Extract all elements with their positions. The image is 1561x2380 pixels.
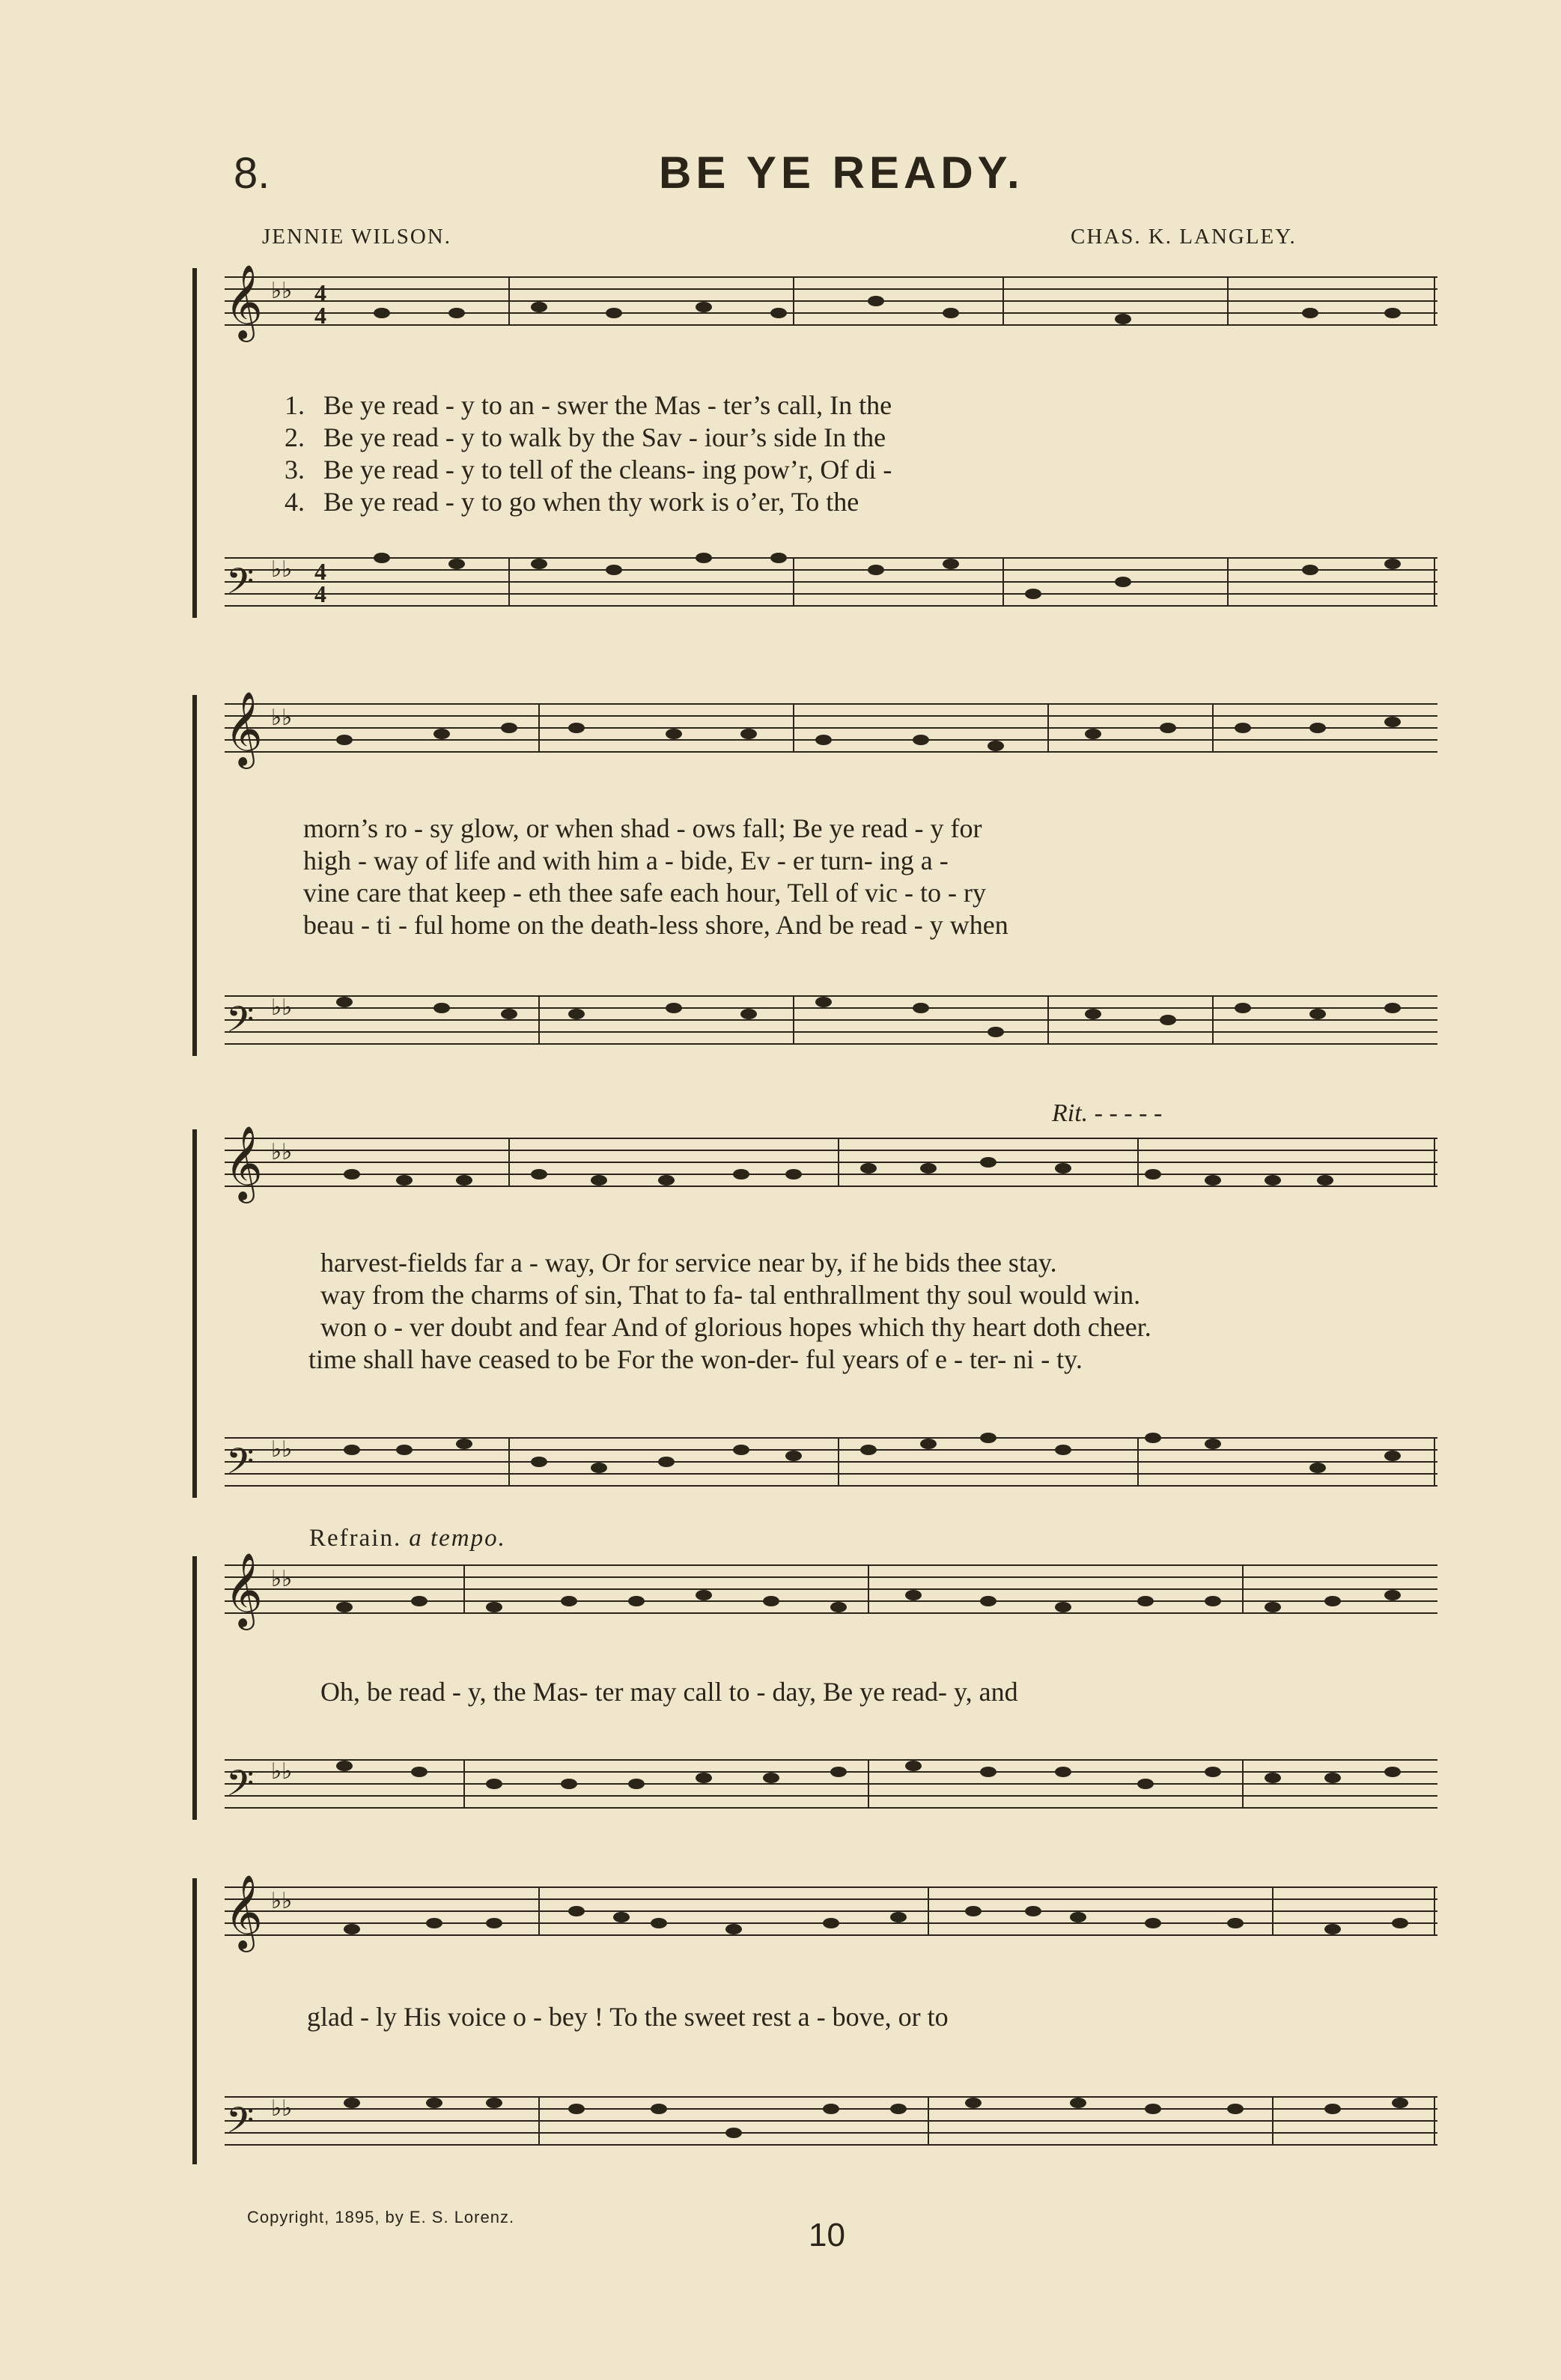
svg-text:𝄞: 𝄞 [225,691,263,766]
refrain-label [309,1525,506,1552]
lyric-text: won o - ver doubt and fear And of glorious hopes which thy heart doth cheer. [320,1312,1151,1342]
svg-text:𝄢: 𝄢 [226,560,255,611]
svg-text:𝄞: 𝄞 [225,1874,263,1949]
verse-line [320,1247,1458,1278]
verse-line [320,1676,1458,1707]
lyric-text: Be ye read - y to go when thy work is o’er, To the [323,487,859,517]
svg-text:♭♭: ♭♭ [271,705,293,730]
hymn-title: BE YE READY. [659,148,1024,198]
svg-text:♭♭: ♭♭ [271,557,293,582]
lyric-text: Oh, be read - y, the Mas- ter may call to - day, Be ye read- y, and [320,1677,1018,1707]
svg-text:♭♭: ♭♭ [271,1889,293,1913]
svg-text:♭♭: ♭♭ [271,2096,293,2121]
verse-number: 3. [284,455,305,485]
refrain-heading: Refrain. [309,1525,402,1552]
tempo-marking: a tempo. [409,1525,506,1552]
svg-text:4: 4 [314,580,326,607]
svg-text:4: 4 [314,279,326,306]
lyric-text: time shall have ceased to be For the won-der- ful years of e - ter- ni - ty. [308,1344,1083,1374]
system-2-staves [0,689,1561,1063]
copyright-notice: Copyright, 1895, by E. S. Lorenz. [247,2208,515,2226]
svg-text:𝄢: 𝄢 [226,1440,255,1491]
lyric-text: glad - ly His voice o - bey ! To the sweet rest a - bove, or to [307,2002,949,2032]
lyricist-credit: JENNIE WILSON. [262,225,451,249]
composer-credit: CHAS. K. LANGLEY. [1071,225,1297,249]
svg-text:𝄞: 𝄞 [225,264,263,339]
treble-staff [225,277,1437,325]
verse-number: 4. [284,487,305,517]
verse-line [284,486,1422,517]
svg-text:𝄢: 𝄢 [226,1762,255,1813]
svg-text:♭♭: ♭♭ [271,1567,293,1591]
verse-line [320,1311,1458,1343]
lyric-text: harvest-fields far a - way, Or for service near by, if he bids thee stay. [320,1248,1057,1278]
svg-text:𝄢: 𝄢 [226,998,255,1049]
verse-number: 1. [284,390,305,420]
hymn-number: 8. [234,149,270,198]
svg-text:♭♭: ♭♭ [271,995,293,1020]
svg-text:4: 4 [314,558,326,585]
verse-line [284,454,1422,485]
svg-text:𝄞: 𝄞 [225,1552,263,1627]
page-number: 10 [809,2217,845,2253]
verse-line [303,877,1441,908]
lyric-text: Be ye read - y to tell of the cleans- ing pow’r, Of di - [323,455,892,485]
verse-line [320,1279,1458,1311]
svg-text:4: 4 [314,302,326,329]
lyric-text: Be ye read - y to walk by the Sav - iour’s side In the [323,422,886,452]
svg-text:𝄢: 𝄢 [226,2099,255,2150]
svg-text:♭♭: ♭♭ [271,279,293,303]
lyric-text: beau - ti - ful home on the death-less shore, And be read - y when [303,910,1008,940]
verse-line [303,909,1441,941]
lyric-text: high - way of life and with him a - bide, Ev - er turn- ing a - [303,846,949,875]
bass-staff [225,558,1437,606]
svg-text:♭♭: ♭♭ [271,1140,293,1165]
lyric-text: way from the charms of sin, That to fa- tal enthrallment thy soul would win. [320,1280,1141,1310]
verse-line [303,845,1441,876]
svg-text:♭♭: ♭♭ [271,1759,293,1784]
lyric-text: Be ye read - y to an - swer the Mas - ter’s call, In the [323,390,892,420]
verse-line [303,813,1441,844]
verse-number: 2. [284,422,305,452]
lyric-text: morn’s ro - sy glow, or when shad - ows fall; Be ye read - y for [303,813,982,843]
verse-line [307,2001,1445,2033]
verse-line [284,422,1422,453]
lyric-text: vine care that keep - eth thee safe each hour, Tell of vic - to - ry [303,878,986,908]
verse-line [308,1344,1446,1375]
svg-text:𝄞: 𝄞 [225,1126,263,1200]
svg-text:♭♭: ♭♭ [271,1437,293,1462]
verse-line [284,389,1422,421]
ritardando-marking: Rit. - - - - - [1052,1099,1163,1127]
